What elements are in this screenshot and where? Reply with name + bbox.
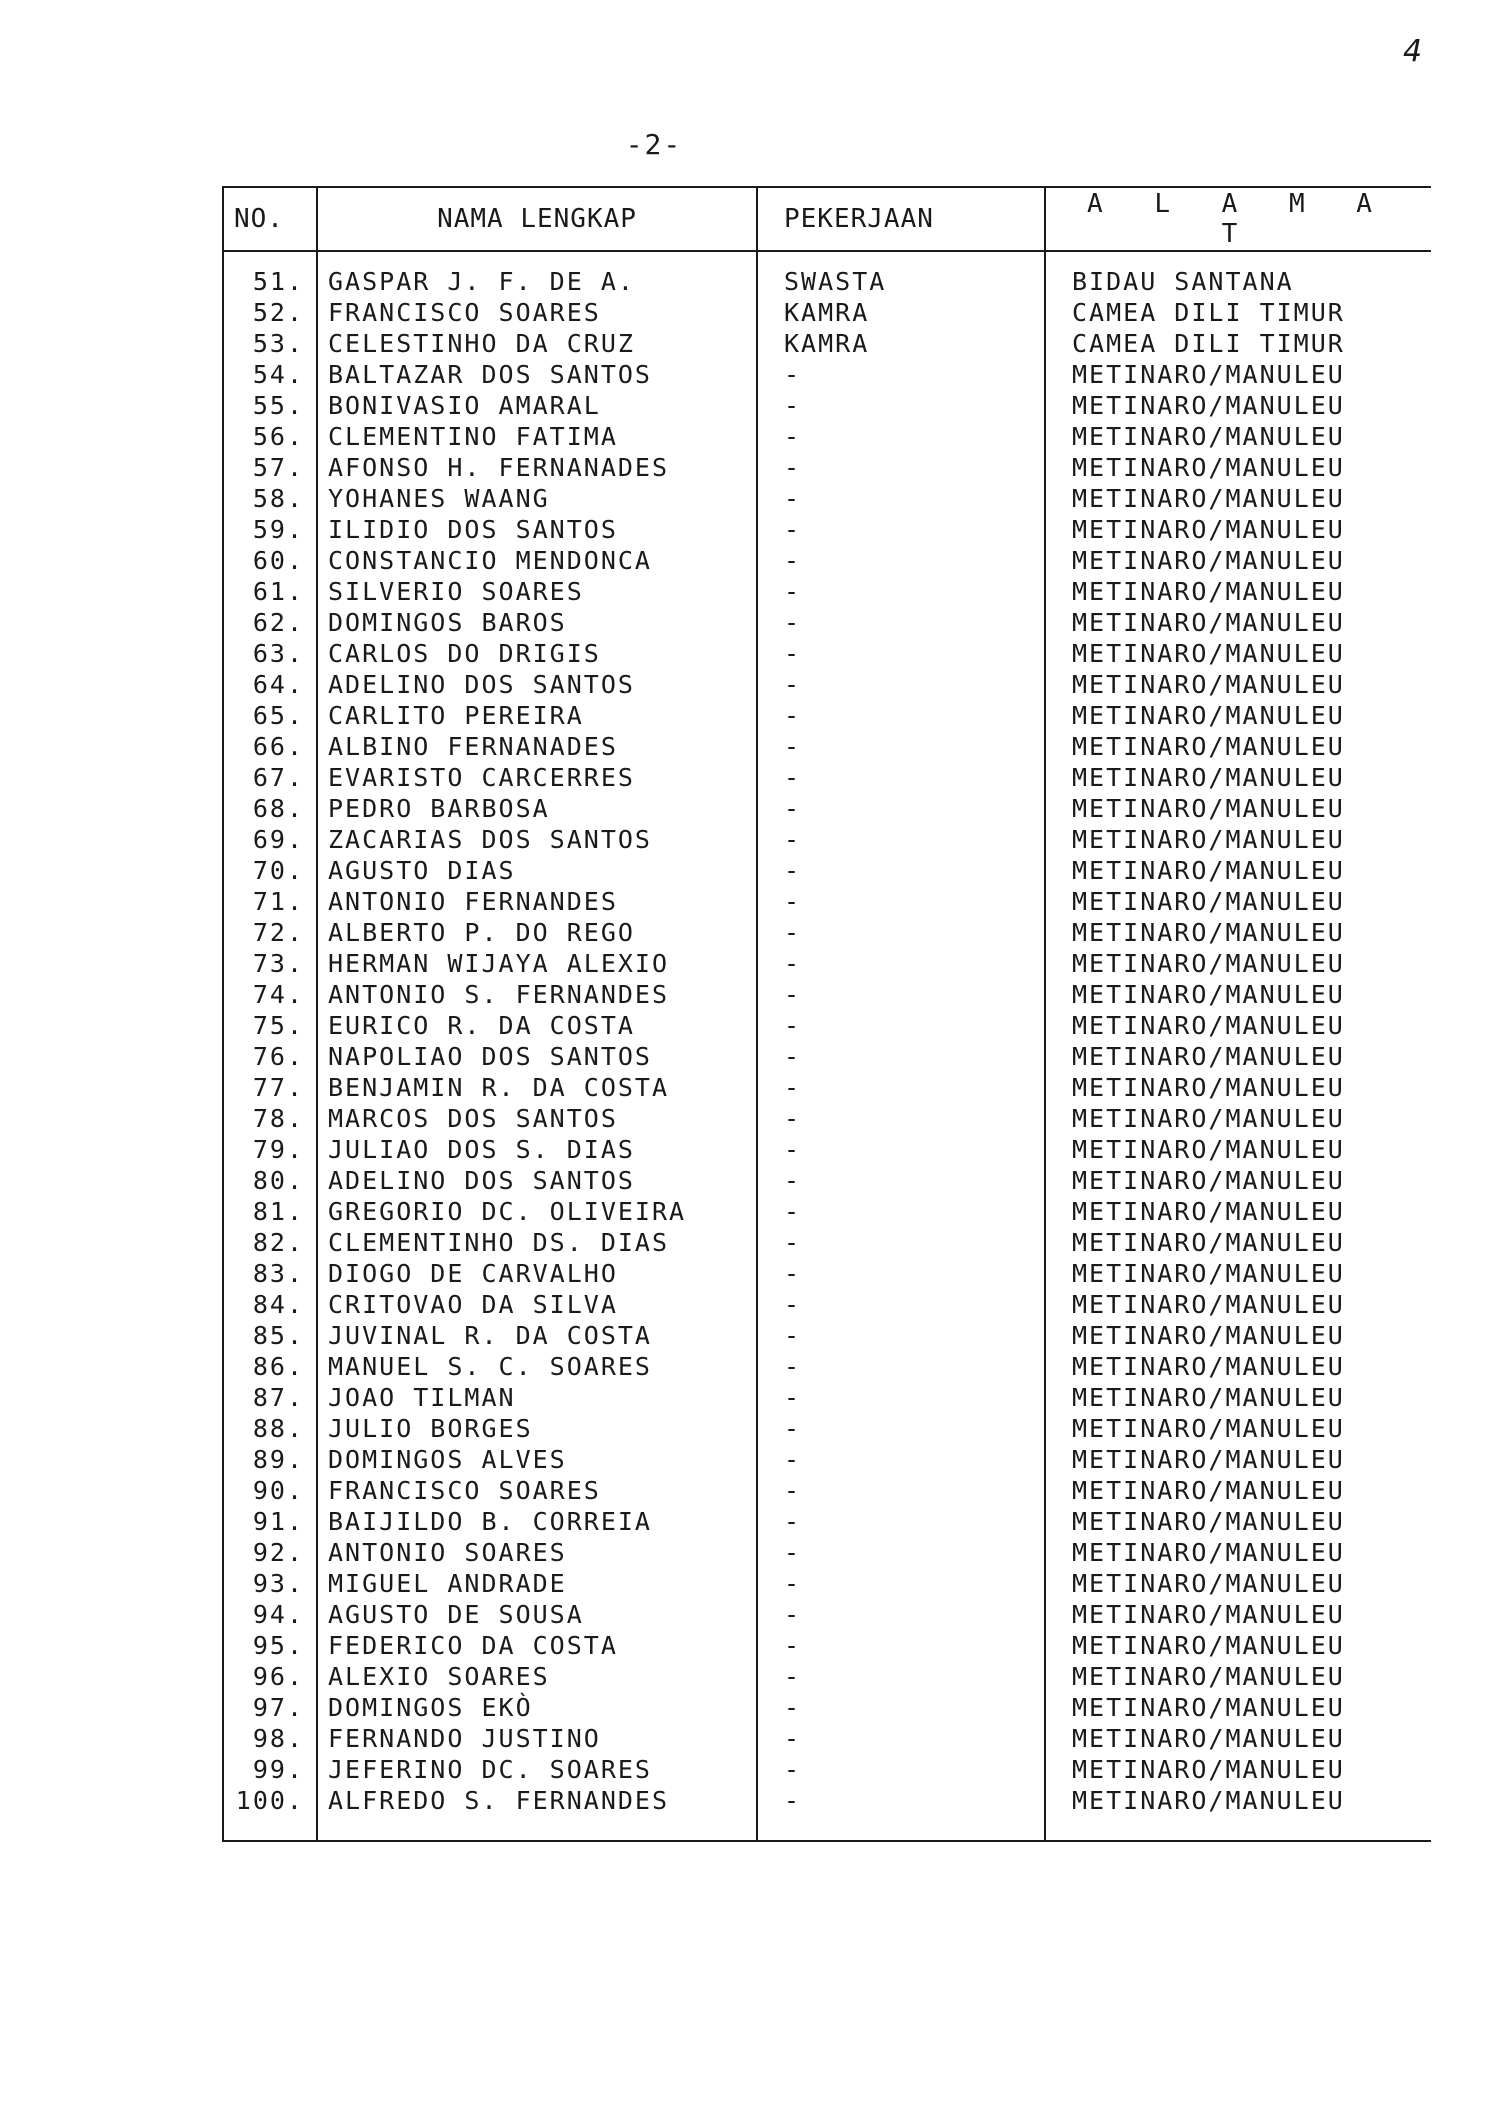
row-name: ADELINO DOS SANTOS: [317, 1165, 757, 1196]
row-name: ALEXIO SOARES: [317, 1661, 757, 1692]
row-number: 94.: [252, 1600, 304, 1629]
row-job: -: [757, 390, 1045, 421]
table-row: [223, 1537, 1431, 1568]
table-row: [223, 576, 1431, 607]
row-address: METINARO/MANULEU: [1045, 1227, 1431, 1258]
row-name: ALBERTO P. DO REGO: [317, 917, 757, 948]
row-name: DOMINGOS ALVES: [317, 1444, 757, 1475]
row-address: METINARO/MANULEU: [1045, 700, 1431, 731]
row-name: BAIJILDO B. CORREIA: [317, 1506, 757, 1537]
row-name: ADELINO DOS SANTOS: [317, 669, 757, 700]
table-row: [223, 1010, 1431, 1041]
row-name: EVARISTO CARCERRES: [317, 762, 757, 793]
row-job: -: [757, 1010, 1045, 1041]
row-number: 73.: [252, 949, 304, 978]
table-row: [223, 359, 1431, 390]
row-job: -: [757, 1320, 1045, 1351]
row-number: 86.: [252, 1352, 304, 1381]
row-number: 75.: [252, 1011, 304, 1040]
row-address: METINARO/MANULEU: [1045, 1754, 1431, 1785]
row-number: 67.: [252, 763, 304, 792]
row-job: -: [757, 1568, 1045, 1599]
row-address: METINARO/MANULEU: [1045, 1568, 1431, 1599]
table-row: [223, 979, 1431, 1010]
row-name: ILIDIO DOS SANTOS: [317, 514, 757, 545]
row-name: JULIAO DOS S. DIAS: [317, 1134, 757, 1165]
table-row: [223, 452, 1431, 483]
row-address: METINARO/MANULEU: [1045, 1475, 1431, 1506]
row-name: CONSTANCIO MENDONCA: [317, 545, 757, 576]
table-row: [223, 1661, 1431, 1692]
row-job: KAMRA: [757, 328, 1045, 359]
row-number: 72.: [252, 918, 304, 947]
row-job: -: [757, 1506, 1045, 1537]
row-address: METINARO/MANULEU: [1045, 1134, 1431, 1165]
row-number: 78.: [252, 1104, 304, 1133]
roster-table: [222, 186, 1431, 1842]
row-address: METINARO/MANULEU: [1045, 1661, 1431, 1692]
row-job: -: [757, 669, 1045, 700]
row-name: ANTONIO FERNANDES: [317, 886, 757, 917]
row-name: CLEMENTINHO DS. DIAS: [317, 1227, 757, 1258]
table-row: [223, 1289, 1431, 1320]
spacer-cell: [757, 1816, 1045, 1841]
table-row: [223, 1134, 1431, 1165]
spacer-cell: [317, 1816, 757, 1841]
table-row: [223, 1041, 1431, 1072]
row-number: 99.: [252, 1755, 304, 1784]
row-name: DIOGO DE CARVALHO: [317, 1258, 757, 1289]
table-bottom-spacer: [223, 1816, 1431, 1841]
row-name: ANTONIO SOARES: [317, 1537, 757, 1568]
table-row: [223, 1568, 1431, 1599]
row-address: CAMEA DILI TIMUR: [1045, 328, 1431, 359]
row-name: FERNANDO JUSTINO: [317, 1723, 757, 1754]
row-job: -: [757, 1692, 1045, 1723]
row-name: ALFREDO S. FERNANDES: [317, 1785, 757, 1816]
table-row: [223, 1754, 1431, 1785]
row-job: -: [757, 452, 1045, 483]
row-number: 88.: [252, 1414, 304, 1443]
table-row: [223, 1444, 1431, 1475]
table-row: [223, 1599, 1431, 1630]
row-number: 96.: [252, 1662, 304, 1691]
row-job: -: [757, 731, 1045, 762]
row-name: CARLITO PEREIRA: [317, 700, 757, 731]
row-job: -: [757, 1134, 1045, 1165]
row-name: AGUSTO DIAS: [317, 855, 757, 886]
row-number: 57.: [252, 453, 304, 482]
table-row: [223, 1785, 1431, 1816]
row-address: METINARO/MANULEU: [1045, 421, 1431, 452]
row-number: 68.: [252, 794, 304, 823]
table-row: [223, 793, 1431, 824]
row-number: 71.: [252, 887, 304, 916]
row-name: CRITOVAO DA SILVA: [317, 1289, 757, 1320]
table-row: [223, 1320, 1431, 1351]
row-name: MARCOS DOS SANTOS: [317, 1103, 757, 1134]
row-number: 61.: [252, 577, 304, 606]
header-name: NAMA LENGKAP: [317, 187, 757, 251]
row-name: MANUEL S. C. SOARES: [317, 1351, 757, 1382]
header-address: A L A M A T: [1045, 187, 1431, 251]
row-address: METINARO/MANULEU: [1045, 948, 1431, 979]
row-address: METINARO/MANULEU: [1045, 1072, 1431, 1103]
row-number: 77.: [252, 1073, 304, 1102]
row-name: FRANCISCO SOARES: [317, 297, 757, 328]
row-name: AGUSTO DE SOUSA: [317, 1599, 757, 1630]
row-number: 81.: [252, 1197, 304, 1226]
row-address: METINARO/MANULEU: [1045, 514, 1431, 545]
row-number: 85.: [252, 1321, 304, 1350]
table-row: [223, 855, 1431, 886]
row-job: -: [757, 1227, 1045, 1258]
row-job: -: [757, 1661, 1045, 1692]
table-row: [223, 390, 1431, 421]
row-job: -: [757, 638, 1045, 669]
row-address: METINARO/MANULEU: [1045, 1382, 1431, 1413]
row-number: 89.: [252, 1445, 304, 1474]
row-job: -: [757, 855, 1045, 886]
row-job: -: [757, 1599, 1045, 1630]
row-address: METINARO/MANULEU: [1045, 762, 1431, 793]
row-job: -: [757, 1475, 1045, 1506]
table-row: [223, 1351, 1431, 1382]
row-job: -: [757, 1413, 1045, 1444]
table-row: [223, 297, 1431, 328]
row-address: METINARO/MANULEU: [1045, 1010, 1431, 1041]
row-name: PEDRO BARBOSA: [317, 793, 757, 824]
table-row: [223, 1227, 1431, 1258]
table-row: [223, 1382, 1431, 1413]
header-no: NO.: [223, 187, 317, 251]
row-number: 95.: [252, 1631, 304, 1660]
table-row: [223, 1692, 1431, 1723]
table-row: [223, 700, 1431, 731]
table-row: [223, 1196, 1431, 1227]
row-job: -: [757, 607, 1045, 638]
row-address: METINARO/MANULEU: [1045, 1723, 1431, 1754]
row-job: -: [757, 1723, 1045, 1754]
row-address: METINARO/MANULEU: [1045, 576, 1431, 607]
row-address: METINARO/MANULEU: [1045, 638, 1431, 669]
table-row: [223, 1630, 1431, 1661]
row-job: -: [757, 700, 1045, 731]
row-job: -: [757, 545, 1045, 576]
row-address: METINARO/MANULEU: [1045, 1506, 1431, 1537]
page-number: -2-: [625, 128, 683, 161]
row-number: 69.: [252, 825, 304, 854]
row-number: 76.: [252, 1042, 304, 1071]
table-row: [223, 669, 1431, 700]
row-number: 100.: [235, 1786, 304, 1815]
row-address: METINARO/MANULEU: [1045, 917, 1431, 948]
row-name: YOHANES WAANG: [317, 483, 757, 514]
row-address: METINARO/MANULEU: [1045, 855, 1431, 886]
row-address: METINARO/MANULEU: [1045, 1289, 1431, 1320]
table-row: [223, 251, 1431, 297]
row-address: METINARO/MANULEU: [1045, 1351, 1431, 1382]
row-address: METINARO/MANULEU: [1045, 793, 1431, 824]
row-job: -: [757, 1444, 1045, 1475]
row-address: METINARO/MANULEU: [1045, 1537, 1431, 1568]
table-row: [223, 1506, 1431, 1537]
row-job: -: [757, 948, 1045, 979]
row-name: ANTONIO S. FERNANDES: [317, 979, 757, 1010]
table-header-row: [223, 187, 1431, 251]
row-number: 58.: [252, 484, 304, 513]
row-job: SWASTA: [757, 251, 1045, 297]
table-row: [223, 731, 1431, 762]
row-job: -: [757, 824, 1045, 855]
row-number: 60.: [252, 546, 304, 575]
row-name: DOMINGOS EKÒ: [317, 1692, 757, 1723]
row-name: CARLOS DO DRIGIS: [317, 638, 757, 669]
row-number: 84.: [252, 1290, 304, 1319]
row-name: BENJAMIN R. DA COSTA: [317, 1072, 757, 1103]
row-address: CAMEA DILI TIMUR: [1045, 297, 1431, 328]
row-address: METINARO/MANULEU: [1045, 390, 1431, 421]
row-number: 59.: [252, 515, 304, 544]
row-job: -: [757, 1289, 1045, 1320]
row-number: 52.: [252, 298, 304, 327]
row-name: BALTAZAR DOS SANTOS: [317, 359, 757, 390]
row-address: METINARO/MANULEU: [1045, 545, 1431, 576]
row-name: FRANCISCO SOARES: [317, 1475, 757, 1506]
row-job: -: [757, 1103, 1045, 1134]
header-job: PEKERJAAN: [757, 187, 1045, 251]
table-row: [223, 421, 1431, 452]
row-address: METINARO/MANULEU: [1045, 1785, 1431, 1816]
table-row: [223, 1413, 1431, 1444]
row-job: -: [757, 1630, 1045, 1661]
row-number: 51.: [252, 267, 304, 296]
table-row: [223, 886, 1431, 917]
table-row: [223, 483, 1431, 514]
row-job: -: [757, 1196, 1045, 1227]
row-address: METINARO/MANULEU: [1045, 1165, 1431, 1196]
row-address: BIDAU SANTANA: [1045, 251, 1431, 297]
table-row: [223, 1723, 1431, 1754]
row-address: METINARO/MANULEU: [1045, 731, 1431, 762]
spacer-cell: [1045, 1816, 1431, 1841]
row-name: JULIO BORGES: [317, 1413, 757, 1444]
row-job: -: [757, 1351, 1045, 1382]
row-name: NAPOLIAO DOS SANTOS: [317, 1041, 757, 1072]
table-row: [223, 1072, 1431, 1103]
row-job: -: [757, 1382, 1045, 1413]
row-number: 92.: [252, 1538, 304, 1567]
row-number: 90.: [252, 1476, 304, 1505]
row-number: 91.: [252, 1507, 304, 1536]
row-job: -: [757, 1537, 1045, 1568]
row-address: METINARO/MANULEU: [1045, 669, 1431, 700]
row-name: GASPAR J. F. DE A.: [317, 251, 757, 297]
table-row: [223, 1475, 1431, 1506]
row-address: METINARO/MANULEU: [1045, 359, 1431, 390]
row-job: -: [757, 1754, 1045, 1785]
row-address: METINARO/MANULEU: [1045, 1444, 1431, 1475]
row-name: CLEMENTINO FATIMA: [317, 421, 757, 452]
row-number: 98.: [252, 1724, 304, 1753]
table-row: [223, 514, 1431, 545]
row-job: -: [757, 421, 1045, 452]
row-name: JEFERINO DC. SOARES: [317, 1754, 757, 1785]
table-row: [223, 545, 1431, 576]
row-name: CELESTINHO DA CRUZ: [317, 328, 757, 359]
row-name: MIGUEL ANDRADE: [317, 1568, 757, 1599]
row-job: -: [757, 1072, 1045, 1103]
roster-table-container: [222, 186, 1430, 1842]
row-job: -: [757, 514, 1045, 545]
row-job: -: [757, 1165, 1045, 1196]
row-address: METINARO/MANULEU: [1045, 483, 1431, 514]
row-name: FEDERICO DA COSTA: [317, 1630, 757, 1661]
row-address: METINARO/MANULEU: [1045, 1599, 1431, 1630]
spacer-cell: [223, 1816, 317, 1841]
row-job: KAMRA: [757, 297, 1045, 328]
page-corner-mark: 4: [1403, 34, 1423, 69]
row-job: -: [757, 1785, 1045, 1816]
row-job: -: [757, 359, 1045, 390]
row-name: BONIVASIO AMARAL: [317, 390, 757, 421]
row-address: METINARO/MANULEU: [1045, 607, 1431, 638]
row-address: METINARO/MANULEU: [1045, 824, 1431, 855]
row-number: 64.: [252, 670, 304, 699]
table-row: [223, 1258, 1431, 1289]
table-row: [223, 917, 1431, 948]
row-number: 80.: [252, 1166, 304, 1195]
table-row: [223, 1165, 1431, 1196]
row-address: METINARO/MANULEU: [1045, 452, 1431, 483]
row-job: -: [757, 1041, 1045, 1072]
row-address: METINARO/MANULEU: [1045, 979, 1431, 1010]
row-number: 53.: [252, 329, 304, 358]
row-number: 62.: [252, 608, 304, 637]
row-address: METINARO/MANULEU: [1045, 1041, 1431, 1072]
row-name: SILVERIO SOARES: [317, 576, 757, 607]
row-address: METINARO/MANULEU: [1045, 886, 1431, 917]
row-job: -: [757, 762, 1045, 793]
row-job: -: [757, 483, 1045, 514]
row-address: METINARO/MANULEU: [1045, 1692, 1431, 1723]
row-name: GREGORIO DC. OLIVEIRA: [317, 1196, 757, 1227]
row-number: 55.: [252, 391, 304, 420]
row-number: 74.: [252, 980, 304, 1009]
row-address: METINARO/MANULEU: [1045, 1258, 1431, 1289]
row-number: 56.: [252, 422, 304, 451]
row-number: 63.: [252, 639, 304, 668]
table-row: [223, 762, 1431, 793]
row-job: -: [757, 917, 1045, 948]
row-name: ZACARIAS DOS SANTOS: [317, 824, 757, 855]
row-name: EURICO R. DA COSTA: [317, 1010, 757, 1041]
row-number: 82.: [252, 1228, 304, 1257]
row-address: METINARO/MANULEU: [1045, 1196, 1431, 1227]
row-number: 97.: [252, 1693, 304, 1722]
row-name: AFONSO H. FERNANADES: [317, 452, 757, 483]
table-row: [223, 948, 1431, 979]
table-row: [223, 638, 1431, 669]
row-number: 54.: [252, 360, 304, 389]
row-number: 66.: [252, 732, 304, 761]
table-row: [223, 607, 1431, 638]
row-number: 93.: [252, 1569, 304, 1598]
row-job: -: [757, 793, 1045, 824]
table-row: [223, 824, 1431, 855]
row-address: METINARO/MANULEU: [1045, 1413, 1431, 1444]
row-name: ALBINO FERNANADES: [317, 731, 757, 762]
row-address: METINARO/MANULEU: [1045, 1630, 1431, 1661]
row-address: METINARO/MANULEU: [1045, 1103, 1431, 1134]
row-job: -: [757, 576, 1045, 607]
row-number: 65.: [252, 701, 304, 730]
row-number: 87.: [252, 1383, 304, 1412]
row-name: JUVINAL R. DA COSTA: [317, 1320, 757, 1351]
row-name: HERMAN WIJAYA ALEXIO: [317, 948, 757, 979]
row-job: -: [757, 886, 1045, 917]
row-number: 70.: [252, 856, 304, 885]
table-row: [223, 1103, 1431, 1134]
table-row: [223, 328, 1431, 359]
row-job: -: [757, 1258, 1045, 1289]
row-number: 79.: [252, 1135, 304, 1164]
table-body: [223, 251, 1431, 1841]
row-job: -: [757, 979, 1045, 1010]
row-address: METINARO/MANULEU: [1045, 1320, 1431, 1351]
row-name: DOMINGOS BAROS: [317, 607, 757, 638]
row-number: 83.: [252, 1259, 304, 1288]
row-name: JOAO TILMAN: [317, 1382, 757, 1413]
